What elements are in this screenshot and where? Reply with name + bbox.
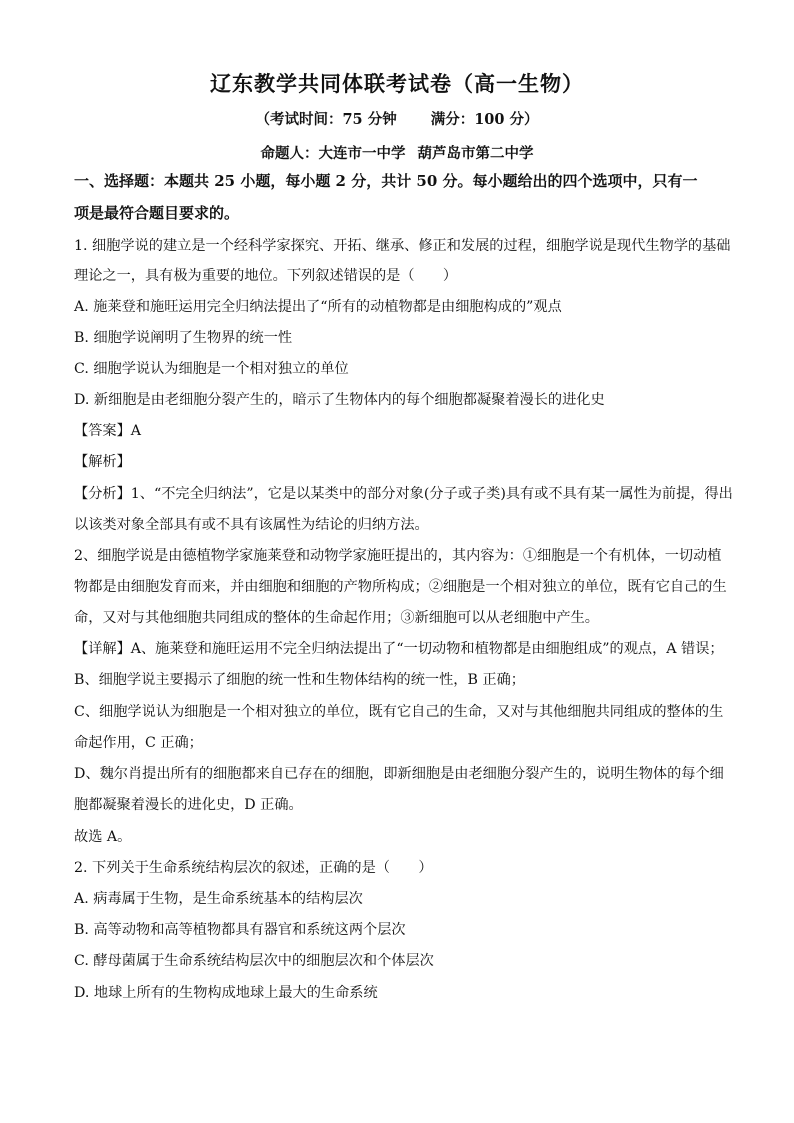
setter-school-2: 葫芦岛市第二中学 bbox=[417, 145, 534, 162]
q1-option-d: D. 新细胞是由老细胞分裂产生的，暗示了生物体内的每个细胞都凝聚着漫长的进化史 bbox=[74, 392, 605, 408]
q1-answer: 【答案】A bbox=[74, 423, 141, 439]
exam-info bbox=[0, 108, 794, 129]
q2-option-c: C. 酵母菌属于生命系统结构层次中的细胞层次和个体层次 bbox=[74, 953, 434, 969]
q1-detail-line5: D、魏尔肖提出所有的细胞都来自已存在的细胞，即新细胞是由老细胞分裂产生的，说明生物体的每个细 bbox=[74, 766, 724, 782]
exam-time: （考试时间：75 分钟 bbox=[255, 111, 397, 128]
q2-option-d: D. 地球上所有的生物构成地球上最大的生命系统 bbox=[74, 985, 378, 1001]
q1-fenxi-line2: 以该类对象全部具有或不具有该属性为结论的归纳方法。 bbox=[74, 517, 429, 533]
q1-detail-line4: 命起作用，C 正确； bbox=[74, 735, 203, 751]
q1-fenxi-line1: 【分析】1、“不完全归纳法”，它是以某类中的部分对象(分子或子类)具有或不具有某一属性为前提，得出 bbox=[74, 486, 733, 502]
setter-info bbox=[0, 142, 794, 163]
q1-stem-line2: 理论之一，具有极为重要的地位。下列叙述错误的是（ ） bbox=[74, 268, 458, 284]
q1-fenxi-line3: 2、细胞学说是由德植物学家施莱登和动物学家施旺提出的，其内容为：①细胞是一个有机体，一切动植 bbox=[74, 548, 722, 564]
q2-stem: 2. 下列关于生命系统结构层次的叙述，正确的是（ ） bbox=[74, 860, 433, 876]
q1-choose: 故选 A。 bbox=[74, 829, 132, 845]
setter-school-1: 命题人：大连市一中学 bbox=[260, 145, 406, 162]
page-title: 辽东教学共同体联考试卷（高一生物） bbox=[210, 71, 584, 96]
section-heading-line2: 项是最符合题目要求的。 bbox=[74, 204, 240, 222]
q1-analysis-label: 【解析】 bbox=[74, 454, 131, 470]
q1-detail-line1: 【详解】A、施莱登和施旺运用不完全归纳法提出了“一切动物和植物都是由细胞组成”的观点，A 错误； bbox=[74, 641, 724, 657]
q1-detail-line6: 胞都凝聚着漫长的进化史，D 正确。 bbox=[74, 797, 303, 813]
q1-fenxi-line5: 命，又对与其他细胞共同组成的整体的生命起作用；③新细胞可以从老细胞中产生。 bbox=[74, 610, 599, 626]
q2-option-b: B. 高等动物和高等植物都具有器官和系统这两个层次 bbox=[74, 922, 406, 938]
q2-option-a: A. 病毒属于生物，是生命系统基本的结构层次 bbox=[74, 891, 363, 907]
q1-detail-line3: C、细胞学说认为细胞是一个相对独立的单位，既有它自己的生命，又对与其他细胞共同组成的整体的生 bbox=[74, 704, 724, 720]
q1-fenxi-line4: 物都是由细胞发育而来，并由细胞和细胞的产物所构成；②细胞是一个相对独立的单位，既有它自己的生 bbox=[74, 579, 727, 595]
q1-option-a: A. 施莱登和施旺运用完全归纳法提出了“所有的动植物都是由细胞构成的”观点 bbox=[74, 299, 562, 315]
full-score: 满分：100 分） bbox=[430, 111, 539, 128]
q1-option-b: B. 细胞学说阐明了生物界的统一性 bbox=[74, 330, 293, 346]
q1-stem-line1: 1. 细胞学说的建立是一个经科学家探究、开拓、继承、修正和发展的过程，细胞学说是现代生物学的基础 bbox=[74, 238, 731, 254]
q1-option-c: C. 细胞学说认为细胞是一个相对独立的单位 bbox=[74, 361, 349, 377]
q1-detail-line2: B、细胞学说主要揭示了细胞的统一性和生物体结构的统一性，B 正确； bbox=[74, 672, 525, 688]
section-heading-line1: 一、选择题：本题共 25 小题，每小题 2 分，共计 50 分。每小题给出的四个选项中，只有一 bbox=[74, 172, 698, 190]
